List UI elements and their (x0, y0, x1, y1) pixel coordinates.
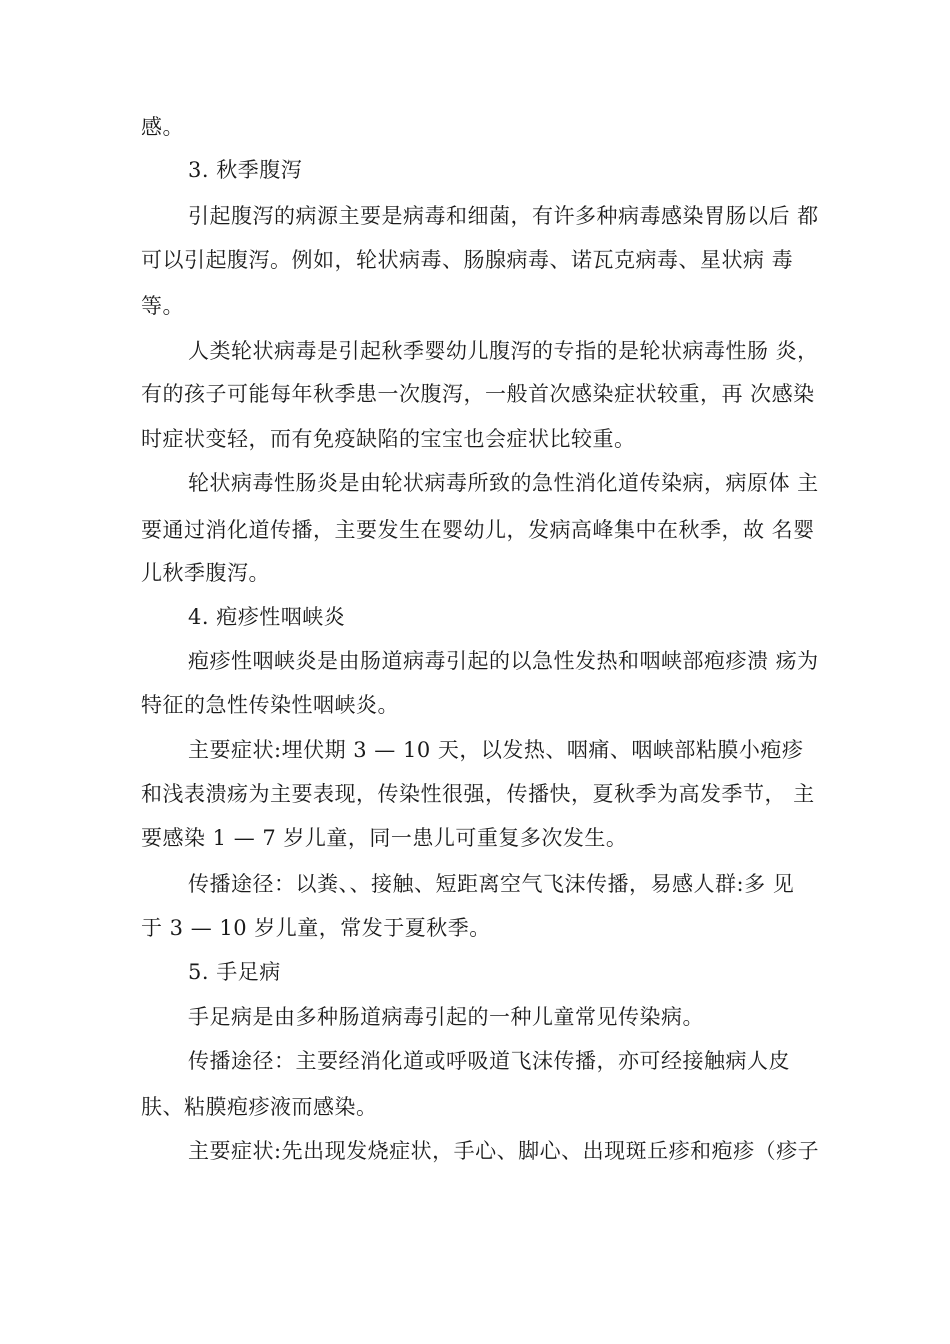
paragraph-line: 和浅表溃疡为主要表现，传染性很强，传播快，夏秋季为高发季节， 主 (141, 782, 815, 806)
section-heading-hand-foot-disease: 5. 手足病 (188, 960, 281, 984)
paragraph-line: 于 3 — 10 岁儿童，常发于夏秋季。 (141, 916, 491, 940)
paragraph-line: 特征的急性传染性咽峡炎。 (141, 693, 399, 717)
paragraph-line: 等。 (141, 294, 184, 318)
paragraph-line: 主要症状:埋伏期 3 — 10 天，以发热、咽痛、咽峡部粘膜小疱疹 (188, 738, 804, 762)
paragraph-line: 传播途径：主要经消化道或呼吸道飞沫传播，亦可经接触病人皮 (188, 1049, 790, 1073)
paragraph-line: 要通过消化道传播，主要发生在婴幼儿，发病高峰集中在秋季，故 名婴 (141, 518, 815, 542)
paragraph-line: 有的孩子可能每年秋季患一次腹泻，一般首次感染症状较重，再 次感染 (141, 382, 815, 406)
paragraph-line: 手足病是由多种肠道病毒引起的一种儿童常见传染病。 (188, 1005, 704, 1029)
paragraph-line: 引起腹泻的病源主要是病毒和细菌，有许多种病毒感染胃肠以后 都 (188, 204, 819, 228)
paragraph-line: 感。 (141, 115, 184, 139)
section-heading-herpangina: 4. 疱疹性咽峡炎 (188, 605, 346, 629)
paragraph-line: 轮状病毒性肠炎是由轮状病毒所致的急性消化道传染病，病原体 主 (188, 471, 819, 495)
paragraph-line: 疱疹性咽峡炎是由肠道病毒引起的以急性发热和咽峡部疱疹溃 疡为 (188, 649, 819, 673)
paragraph-line: 时症状变轻，而有免疫缺陷的宝宝也会症状比较重。 (141, 427, 636, 451)
paragraph-line: 肤、粘膜疱疹液而感染。 (141, 1095, 378, 1119)
paragraph-line: 要感染 1 — 7 岁儿童，同一患儿可重复多次发生。 (141, 826, 628, 850)
paragraph-line: 可以引起腹泻。例如，轮状病毒、肠腺病毒、诺瓦克病毒、星状病 毒 (141, 248, 794, 272)
paragraph-line: 传播途径：以粪、、接触、短距离空气飞沫传播，易感人群:多 见 (188, 872, 795, 896)
paragraph-line: 人类轮状病毒是引起秋季婴幼儿腹泻的专指的是轮状病毒性肠 炎， (188, 339, 819, 363)
section-heading-autumn-diarrhea: 3. 秋季腹泻 (188, 158, 303, 182)
paragraph-line: 儿秋季腹泻。 (141, 561, 270, 585)
paragraph-line: 主要症状:先出现发烧症状，手心、脚心、出现斑丘疹和疱疹（疹子 (188, 1139, 820, 1163)
